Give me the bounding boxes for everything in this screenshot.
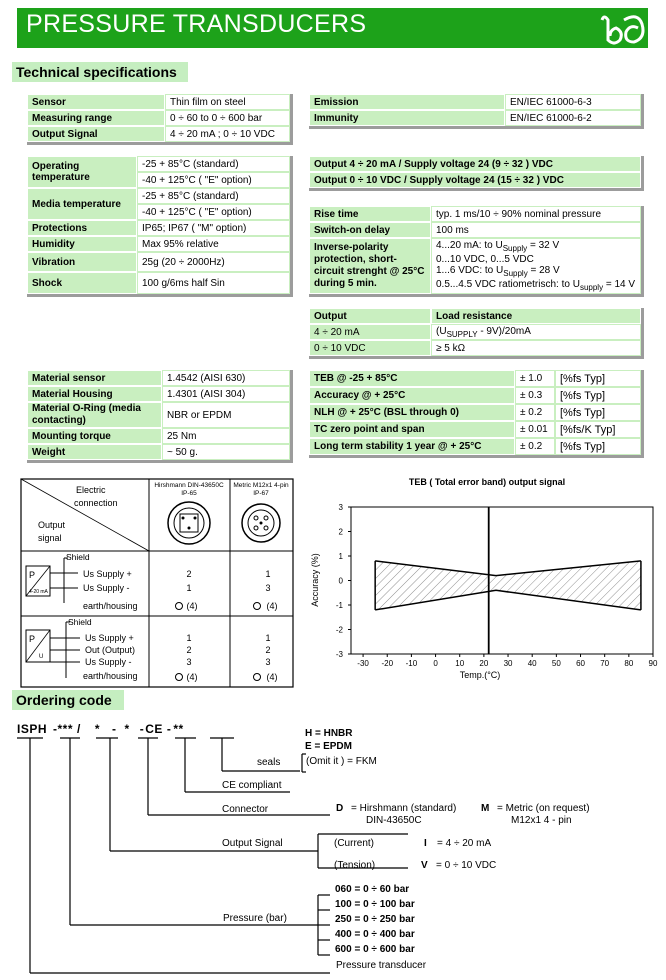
nlh-unit: [%fs Typ]	[555, 404, 641, 421]
pin-r2-m12-minus: 3	[265, 657, 271, 667]
load-ma-value: $(U_{SUPPLY} - 9V)/20mA$	[431, 324, 641, 340]
page-title: PRESSURE TRANSDUCERS	[26, 10, 367, 38]
humidity-label: Humidity	[27, 236, 137, 252]
tc-label: TC zero point and span	[309, 421, 515, 438]
x-tick-label: 20	[479, 659, 489, 668]
current-label: (Current)	[334, 838, 375, 849]
chart-ylabel: Accuracy (%)	[310, 553, 320, 607]
emission-label: Emission	[309, 94, 505, 110]
tension-label: (Tension)	[334, 860, 376, 871]
rise-time-label: Rise time	[309, 206, 431, 222]
shock-value: 100 g/6ms half Sin	[137, 272, 290, 294]
x-tick-label: -20	[381, 659, 394, 668]
pin-r2-m12-output: 2	[265, 645, 271, 655]
wiring-connection: connection	[74, 498, 118, 508]
media-temperature-standard: -25 + 85°C (standard)	[137, 188, 290, 204]
shock-label: Shock	[27, 272, 137, 294]
error-band-area	[375, 561, 641, 610]
y-tick-label: 3	[338, 503, 343, 512]
seal-hnbr: H = HNBR	[305, 728, 353, 739]
y-tick-label: 2	[338, 527, 343, 537]
x-tick-label: 90	[648, 659, 658, 668]
x-tick-label: 10	[455, 659, 465, 668]
wire-r1-earth: earth/housing	[83, 601, 138, 611]
pin-r2-din-minus: 3	[186, 657, 192, 667]
load-header-resistance: Load resistance	[431, 308, 641, 324]
connector-label: Connector	[222, 804, 269, 815]
connector-1-name: Hirshmann DIN-43650C	[154, 482, 224, 489]
sensor-voltage-symbol	[26, 622, 80, 678]
table-material	[27, 370, 293, 463]
switch-on-delay-label: Switch-on delay	[309, 222, 431, 238]
pressure-bar-label: Pressure (bar)	[223, 913, 287, 924]
inverse-polarity-label: Inverse-polarity protection, short-circuit strenght @ 25°C during 5 min.	[309, 238, 431, 294]
section-ordering-code: Ordering code	[12, 690, 124, 710]
connector-m-sub: M12x1 4 - pin	[511, 815, 572, 826]
svg-text:P: P	[29, 634, 36, 644]
x-tick-label: 70	[600, 659, 610, 668]
y-tick-label: -3	[335, 650, 343, 659]
teb-chart	[310, 474, 660, 686]
pin-r2-din-output: 2	[186, 645, 192, 655]
wire-r1-supply-minus: Us Supply -	[83, 583, 130, 593]
accuracy-unit: [%fs Typ]	[555, 387, 641, 404]
material-housing-value: 1.4301 (AISI 304)	[162, 386, 290, 402]
seals-label: seals	[257, 757, 281, 768]
wiring-output: Output	[38, 520, 66, 530]
shield-label-1: Shield	[66, 552, 90, 562]
y-tick-label: -2	[335, 625, 343, 635]
ordering-tree	[0, 730, 666, 980]
accuracy-value: ± 0.3	[515, 387, 555, 404]
svg-text:P: P	[29, 570, 36, 580]
connector-m-desc: = Metric (on request)	[497, 803, 590, 814]
load-header-output: Output	[309, 308, 431, 324]
mounting-torque-value: 25 Nm	[162, 428, 290, 444]
protections-label: Protections	[27, 220, 137, 236]
wire-r2-supply-minus: Us Supply -	[85, 657, 132, 667]
pin-r1-m12-minus: 3	[265, 583, 271, 593]
pin-r2-din-plus: 1	[186, 633, 192, 643]
measuring-range-value: 0 ÷ 60 to 0 ÷ 600 bar	[165, 110, 290, 126]
stability-value: ± 0.2	[515, 438, 555, 455]
teb-value: ± 1.0	[515, 370, 555, 387]
connector-d-sub: DIN-43650C	[366, 815, 422, 826]
x-tick-label: 60	[576, 659, 585, 668]
table-emission	[309, 94, 644, 129]
operating-temperature-label: Operating temperature	[27, 156, 137, 188]
table-timing	[309, 206, 644, 297]
sensor-value: Thin film on steel	[165, 94, 290, 110]
x-tick-label: 30	[503, 659, 513, 668]
table-load	[309, 308, 644, 359]
load-vdc-label: 0 ÷ 10 VDC	[309, 340, 431, 356]
svg-text:U: U	[39, 654, 44, 660]
material-housing-label: Material Housing	[27, 386, 162, 402]
material-oring-value: NBR or EPDM	[162, 402, 290, 428]
table-accuracy	[309, 370, 644, 458]
section-technical-specifications: Technical specifications	[12, 62, 188, 82]
accuracy-label: Accuracy @ + 25°C	[309, 387, 515, 404]
wire-r2-earth: earth/housing	[83, 671, 138, 681]
material-oring-label: Material O-Ring (media contacting)	[27, 402, 162, 428]
load-ma-label: 4 ÷ 20 mA	[309, 324, 431, 340]
range-060: 060 = 0 ÷ 60 bar	[335, 884, 410, 895]
range-600: 600 = 0 ÷ 600 bar	[335, 944, 415, 955]
media-temperature-e: -40 + 125°C ( "E" option)	[137, 204, 290, 220]
range-400: 400 = 0 ÷ 400 bar	[335, 929, 415, 940]
pin-r1-din-minus: 1	[186, 583, 192, 593]
tension-value: = 0 ÷ 10 VDC	[436, 860, 497, 871]
x-tick-label: 80	[624, 659, 634, 668]
earth-icon	[254, 603, 261, 610]
output-signal-value: 4 ÷ 20 mA ; 0 ÷ 10 VDC	[165, 126, 290, 142]
current-code: I	[424, 838, 427, 849]
vibration-value: 25g (20 ÷ 2000Hz)	[137, 252, 290, 272]
nlh-value: ± 0.2	[515, 404, 555, 421]
x-tick-label: 0	[433, 659, 438, 668]
wiring-diagram	[20, 478, 296, 690]
vibration-label: Vibration	[27, 252, 137, 272]
m12-connector-icon	[242, 504, 280, 542]
table-basic	[27, 94, 293, 145]
supply-row-vdc: Output 0 ÷ 10 VDC / Supply voltage 24 (15 ÷ 32 ) VDC	[309, 172, 641, 188]
output-signal-label: Output Signal	[222, 838, 283, 849]
immunity-value: EN/IEC 61000-6-2	[505, 110, 641, 126]
current-value: = 4 ÷ 20 mA	[437, 838, 492, 849]
pin-r1-m12-earth: (4)	[266, 601, 278, 611]
x-tick-label: 50	[551, 659, 561, 668]
mounting-torque-label: Mounting torque	[27, 428, 162, 444]
pin-r1-m12-plus: 1	[265, 569, 271, 579]
media-temperature-label: Media temperature	[27, 188, 137, 220]
chart-title: TEB ( Total error band) output signal	[408, 477, 566, 487]
rise-time-value: typ. 1 ms/10 ÷ 90% nominal pressure	[431, 206, 641, 222]
range-100: 100 = 0 ÷ 100 bar	[335, 899, 415, 910]
pin-r2-din-earth: (4)	[186, 672, 198, 682]
stability-unit: [%fs Typ]	[555, 438, 641, 455]
nlh-label: NLH @ + 25°C (BSL through 0)	[309, 404, 515, 421]
operating-temperature-e: -40 + 125°C ( "E" option)	[137, 172, 290, 188]
output-signal-label: Output Signal	[27, 126, 165, 142]
seal-epdm: E = EPDM	[305, 741, 352, 752]
range-250: 250 = 0 ÷ 250 bar	[335, 914, 415, 925]
connector-1-ip: IP-65	[181, 490, 197, 497]
ce-compliant-label: CE compliant	[222, 780, 282, 791]
tension-code: V	[421, 860, 428, 871]
stability-label: Long term stability 1 year @ + 25°C	[309, 438, 515, 455]
x-tick-label: 40	[527, 659, 537, 668]
table-environment	[27, 156, 293, 297]
connector-d-desc: = Hirshmann (standard)	[351, 803, 457, 814]
earth-icon	[254, 674, 261, 681]
y-tick-label: 0	[338, 576, 343, 586]
pin-r2-m12-plus: 1	[265, 633, 271, 643]
y-tick-label: -1	[335, 601, 343, 610]
sensor-label: Sensor	[27, 94, 165, 110]
measuring-range-label: Measuring range	[27, 110, 165, 126]
connector-2-name: Metric M12x1 4-pin	[233, 482, 289, 489]
load-vdc-value: ≥ 5 kΩ	[431, 340, 641, 356]
logo-icon	[598, 12, 650, 48]
supply-row-ma: Output 4 ÷ 20 mA / Supply voltage 24 (9 ÷ 32 ) VDC	[309, 156, 641, 172]
humidity-value: Max 95% relative	[137, 236, 290, 252]
wiring-signal: signal	[38, 533, 62, 543]
seal-fkm: (Omit it ) = FKM	[306, 756, 377, 767]
x-tick-label: -10	[405, 659, 418, 668]
tc-value: ± 0.01	[515, 421, 555, 438]
material-sensor-value: 1.4542 (AISI 630)	[162, 370, 290, 386]
switch-on-delay-value: 100 ms	[431, 222, 641, 238]
wire-r2-supply-plus: Us Supply +	[85, 633, 134, 643]
connector-2-ip: IP-67	[253, 490, 269, 497]
x-tick-label: -30	[357, 659, 369, 668]
connector-d-code: D	[336, 803, 344, 814]
teb-unit: [%fs Typ]	[555, 370, 641, 387]
wire-r1-supply-plus: Us Supply +	[83, 569, 132, 579]
pin-r1-din-plus: 2	[186, 569, 192, 579]
svg-text:4-20 mA: 4-20 mA	[29, 589, 48, 595]
immunity-label: Immunity	[309, 110, 505, 126]
weight-label: Weight	[27, 444, 162, 460]
y-tick-label: 1	[338, 552, 343, 561]
table-supply	[309, 156, 644, 191]
operating-temperature-standard: -25 + 85°C (standard)	[137, 156, 290, 172]
pin-r2-m12-earth: (4)	[266, 672, 278, 682]
inverse-polarity-value: 4...20 mA: to $U_{Supply} = 32$ V 0...10 VDC, 0...5 VDC 1...6 VDC: to $U_{Supply} = 28$ V 0.5...4.5 VDC ratiometrisch: to $U_{supply} = 14$ V	[431, 238, 641, 294]
pin-r1-din-earth: (4)	[186, 601, 198, 611]
connector-m-code: M	[481, 803, 490, 814]
wire-r2-output: Out (Output)	[85, 645, 136, 655]
earth-icon	[176, 603, 183, 610]
teb-label: TEB @ -25 + 85°C	[309, 370, 515, 387]
protections-value: IP65; IP67 ( "M" option)	[137, 220, 290, 236]
weight-value: ~ 50 g.	[162, 444, 290, 460]
din-connector-icon	[168, 502, 210, 544]
order-code: ISPH -*** / * - * -CE - **	[17, 722, 184, 736]
tc-unit: [%fs/K Typ]	[555, 421, 641, 438]
earth-icon	[176, 674, 183, 681]
wiring-electric: Electric	[76, 485, 106, 495]
shield-label-2: Shield	[68, 617, 92, 627]
pressure-transducer-label: Pressure transducer	[336, 960, 427, 971]
chart-xlabel: Temp.(°C)	[459, 670, 501, 680]
emission-value: EN/IEC 61000-6-3	[505, 94, 641, 110]
material-sensor-label: Material sensor	[27, 370, 162, 386]
sensor-4-20ma-symbol	[26, 558, 78, 603]
